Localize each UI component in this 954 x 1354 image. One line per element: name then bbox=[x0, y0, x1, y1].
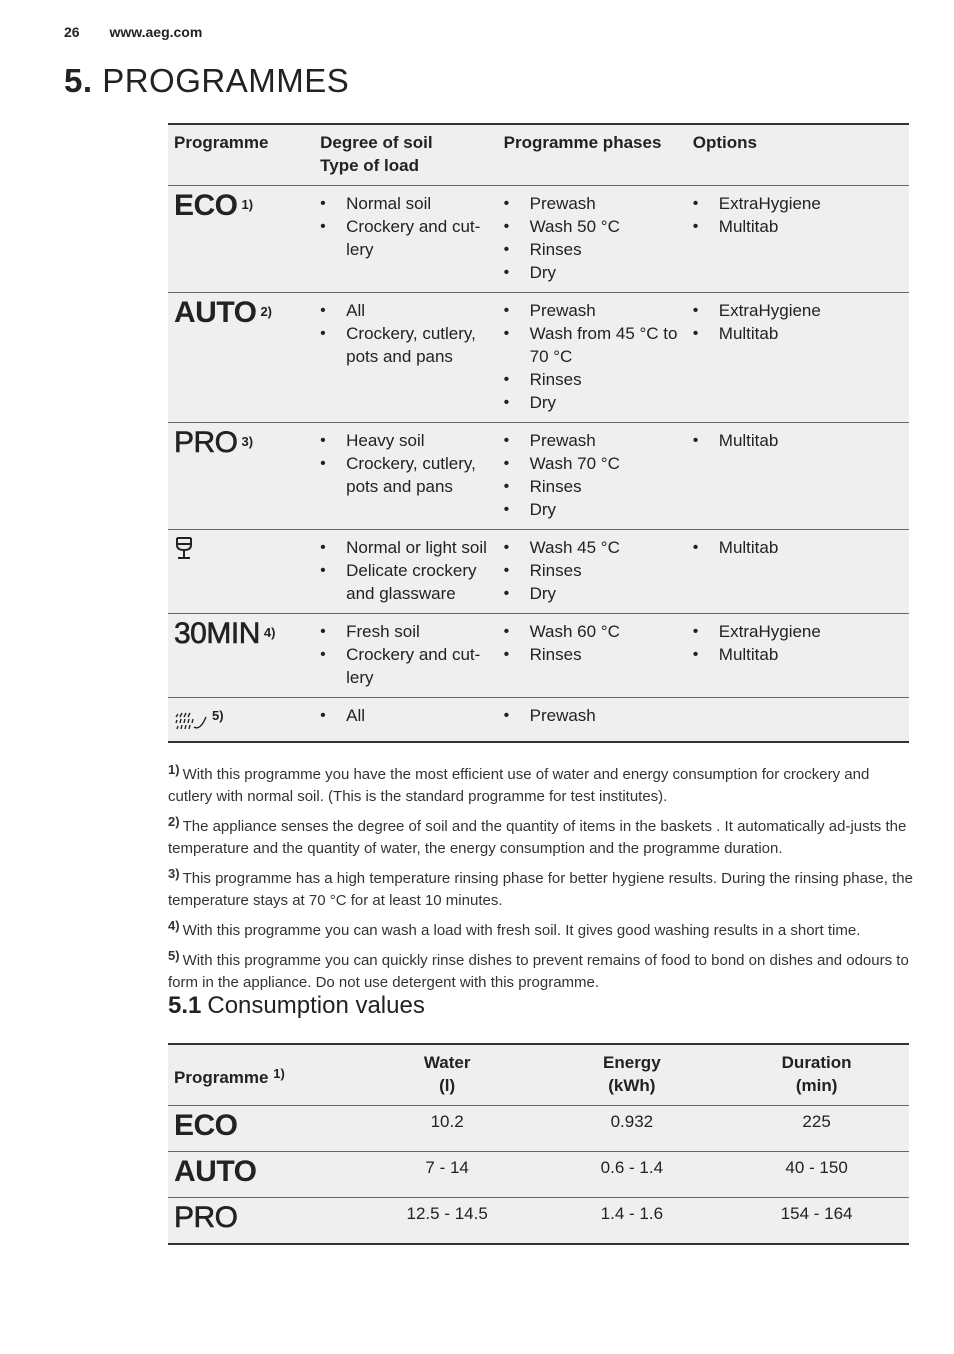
table-row bbox=[168, 186, 909, 293]
footnote-mark: 1) bbox=[273, 1065, 285, 1081]
programme-cell bbox=[168, 1106, 355, 1152]
phases-list-cell bbox=[498, 614, 687, 698]
header-energy: Energy (kWh) bbox=[539, 1044, 724, 1106]
header-options: Options bbox=[687, 124, 909, 186]
consumption-table bbox=[168, 1043, 909, 1245]
phases-list bbox=[504, 429, 681, 521]
list-item: • Crockery and cut-lery bbox=[340, 643, 491, 689]
footnote-text: This programme has a high temperature rinsing phase for better hygiene results. During the rinsing phase, the temperature stays at 70 °C for at least 10 minutes. bbox=[168, 870, 913, 909]
soil-list bbox=[320, 429, 491, 498]
list-item: • Crockery, cutlery, pots and pans bbox=[340, 322, 491, 368]
list-item: • Dry bbox=[524, 391, 681, 414]
programme-cell bbox=[168, 293, 314, 423]
programme-cell bbox=[168, 1152, 355, 1198]
footnotes bbox=[168, 759, 913, 997]
header-phases: Programme phases bbox=[498, 124, 687, 186]
phases-list bbox=[504, 536, 681, 605]
options-list bbox=[693, 620, 903, 666]
phases-list bbox=[504, 192, 681, 284]
water-value: 10.2 bbox=[355, 1106, 540, 1152]
footnote-mark: 2) bbox=[168, 814, 180, 829]
programme-name: PRO bbox=[174, 1201, 238, 1234]
options-list-cell bbox=[687, 698, 909, 742]
footnote bbox=[168, 863, 913, 912]
list-item: • Wash 50 °C bbox=[524, 215, 681, 238]
list-item: • All bbox=[340, 299, 491, 322]
table-row bbox=[168, 614, 909, 698]
footnote-mark: 4) bbox=[168, 918, 180, 933]
footnote-mark: 3) bbox=[241, 434, 254, 449]
programme-cell bbox=[168, 423, 314, 530]
glass-icon bbox=[174, 538, 194, 557]
footnote-text: With this programme you can quickly rinse dishes to prevent remains of food to bond on dishes and odours to form in the appliance. Do not use detergent with this programme. bbox=[168, 952, 909, 991]
page-title bbox=[64, 62, 349, 100]
table-row bbox=[168, 423, 909, 530]
phases-list-cell bbox=[498, 186, 687, 293]
options-list-cell bbox=[687, 614, 909, 698]
footnote bbox=[168, 811, 913, 860]
soil-list bbox=[320, 620, 491, 689]
phases-list bbox=[504, 704, 681, 727]
phases-list-cell bbox=[498, 530, 687, 614]
duration-value: 154 - 164 bbox=[724, 1198, 909, 1245]
options-list-cell bbox=[687, 186, 909, 293]
page-number: 26 bbox=[64, 24, 80, 40]
table-header-row bbox=[168, 124, 909, 186]
footnote-mark: 5) bbox=[168, 948, 180, 963]
header-type-of-load: Type of load bbox=[320, 156, 419, 175]
table-row bbox=[168, 698, 909, 742]
programme-cell bbox=[168, 698, 314, 742]
footnote bbox=[168, 759, 913, 808]
programme-cell bbox=[168, 1198, 355, 1245]
options-list bbox=[693, 429, 903, 452]
table-row bbox=[168, 1152, 909, 1198]
list-item: • Multitab bbox=[713, 536, 903, 559]
footnote-mark: 4) bbox=[263, 625, 276, 640]
list-item: • Fresh soil bbox=[340, 620, 491, 643]
footnote-text: With this programme you can wash a load with fresh soil. It gives good washing results in a short time. bbox=[182, 922, 861, 939]
phases-list bbox=[504, 620, 681, 666]
list-item: • Rinses bbox=[524, 238, 681, 261]
list-item: • ExtraHygiene bbox=[713, 299, 903, 322]
programme-name: 30MIN bbox=[174, 617, 260, 650]
programme-cell bbox=[168, 186, 314, 293]
list-item: • Delicate crockery and glassware bbox=[340, 559, 491, 605]
header-programme: Programme $^{1)}$ bbox=[168, 1044, 355, 1106]
programme-name: PRO bbox=[174, 426, 238, 459]
list-item: • Rinses bbox=[524, 368, 681, 391]
programme-name: AUTO bbox=[174, 1155, 257, 1188]
options-list bbox=[693, 299, 903, 345]
soil-list bbox=[320, 192, 491, 261]
footnote-mark: 3) bbox=[168, 866, 180, 881]
footnote-mark: 1) bbox=[168, 762, 180, 777]
soil-list-cell bbox=[314, 423, 497, 530]
list-item: • Wash from 45 °C to 70 °C bbox=[524, 322, 681, 368]
list-item: • Wash 45 °C bbox=[524, 536, 681, 559]
footnote bbox=[168, 915, 913, 942]
rinse-hold-icon bbox=[174, 711, 208, 730]
header-water: Water (l) bbox=[355, 1044, 540, 1106]
list-item: • Crockery, cutlery, pots and pans bbox=[340, 452, 491, 498]
programme-cell bbox=[168, 530, 314, 614]
options-list-cell bbox=[687, 423, 909, 530]
list-item: • Crockery and cut-lery bbox=[340, 215, 491, 261]
water-value: 7 - 14 bbox=[355, 1152, 540, 1198]
list-item: • Multitab bbox=[713, 215, 903, 238]
list-item: • Rinses bbox=[524, 475, 681, 498]
header-duration: Duration (min) bbox=[724, 1044, 909, 1106]
programme-name: ECO bbox=[174, 189, 238, 222]
website-url[interactable]: www.aeg.com bbox=[109, 24, 203, 40]
list-item: • Multitab bbox=[713, 322, 903, 345]
list-item: • Multitab bbox=[713, 643, 903, 666]
programme-name: ECO bbox=[174, 1109, 238, 1142]
list-item: • ExtraHygiene bbox=[713, 620, 903, 643]
list-item: • Wash 70 °C bbox=[524, 452, 681, 475]
footnote-mark: 5) bbox=[212, 708, 224, 723]
options-list-cell bbox=[687, 293, 909, 423]
table-row bbox=[168, 1106, 909, 1152]
energy-value: 0.932 bbox=[539, 1106, 724, 1152]
list-item: • Dry bbox=[524, 261, 681, 284]
soil-list-cell bbox=[314, 293, 497, 423]
footnote-text: The appliance senses the degree of soil and the quantity of items in the baskets . It automatically ad-justs the temperature and the quantity of water, the energy consumption and the programme duration. bbox=[168, 818, 907, 857]
list-item: • Prewash bbox=[524, 429, 681, 452]
energy-value: 0.6 - 1.4 bbox=[539, 1152, 724, 1198]
options-list-cell bbox=[687, 530, 909, 614]
list-item: • Prewash bbox=[524, 299, 681, 322]
table-header-row bbox=[168, 1044, 909, 1106]
soil-list bbox=[320, 704, 491, 727]
options-list bbox=[693, 536, 903, 559]
list-item: • Prewash bbox=[524, 704, 681, 727]
section-text: Consumption values bbox=[207, 992, 425, 1019]
options-list bbox=[693, 192, 903, 238]
energy-value: 1.4 - 1.6 bbox=[539, 1198, 724, 1245]
header-degree-of-soil: Degree of soil bbox=[320, 133, 433, 152]
soil-list-cell bbox=[314, 614, 497, 698]
footnote bbox=[168, 945, 913, 994]
phases-list-cell bbox=[498, 423, 687, 530]
list-item: • Heavy soil bbox=[340, 429, 491, 452]
table-row bbox=[168, 530, 909, 614]
list-item: • Multitab bbox=[713, 429, 903, 452]
programme-cell bbox=[168, 614, 314, 698]
header-soil-load bbox=[314, 124, 497, 186]
header-programme: Programme bbox=[168, 124, 314, 186]
page-header bbox=[64, 24, 202, 40]
list-item: • Normal soil bbox=[340, 192, 491, 215]
section-title bbox=[168, 992, 425, 1020]
footnote-text: With this programme you have the most efficient use of water and energy consumption for crockery and cutlery with normal soil. (This is the standard programme for test institutes). bbox=[168, 766, 870, 805]
water-value: 12.5 - 14.5 bbox=[355, 1198, 540, 1245]
list-item: • All bbox=[340, 704, 491, 727]
soil-list-cell bbox=[314, 698, 497, 742]
table-row bbox=[168, 293, 909, 423]
phases-list-cell bbox=[498, 698, 687, 742]
programme-table bbox=[168, 123, 909, 743]
soil-list-cell bbox=[314, 530, 497, 614]
list-item: • Wash 60 °C bbox=[524, 620, 681, 643]
chapter-title: PROGRAMMES bbox=[102, 62, 350, 99]
list-item: • Rinses bbox=[524, 643, 681, 666]
soil-list bbox=[320, 536, 491, 605]
list-item: • ExtraHygiene bbox=[713, 192, 903, 215]
footnote-mark: 2) bbox=[260, 304, 273, 319]
table-row bbox=[168, 1198, 909, 1245]
soil-list-cell bbox=[314, 186, 497, 293]
list-item: • Normal or light soil bbox=[340, 536, 491, 559]
list-item: • Dry bbox=[524, 582, 681, 605]
list-item: • Prewash bbox=[524, 192, 681, 215]
phases-list bbox=[504, 299, 681, 414]
section-number: 5.1 bbox=[168, 992, 202, 1019]
chapter-number: 5. bbox=[64, 62, 93, 99]
duration-value: 40 - 150 bbox=[724, 1152, 909, 1198]
duration-value: 225 bbox=[724, 1106, 909, 1152]
soil-list bbox=[320, 299, 491, 368]
phases-list-cell bbox=[498, 293, 687, 423]
footnote-mark: 1) bbox=[241, 197, 254, 212]
list-item: • Dry bbox=[524, 498, 681, 521]
programme-name: AUTO bbox=[174, 296, 257, 329]
list-item: • Rinses bbox=[524, 559, 681, 582]
